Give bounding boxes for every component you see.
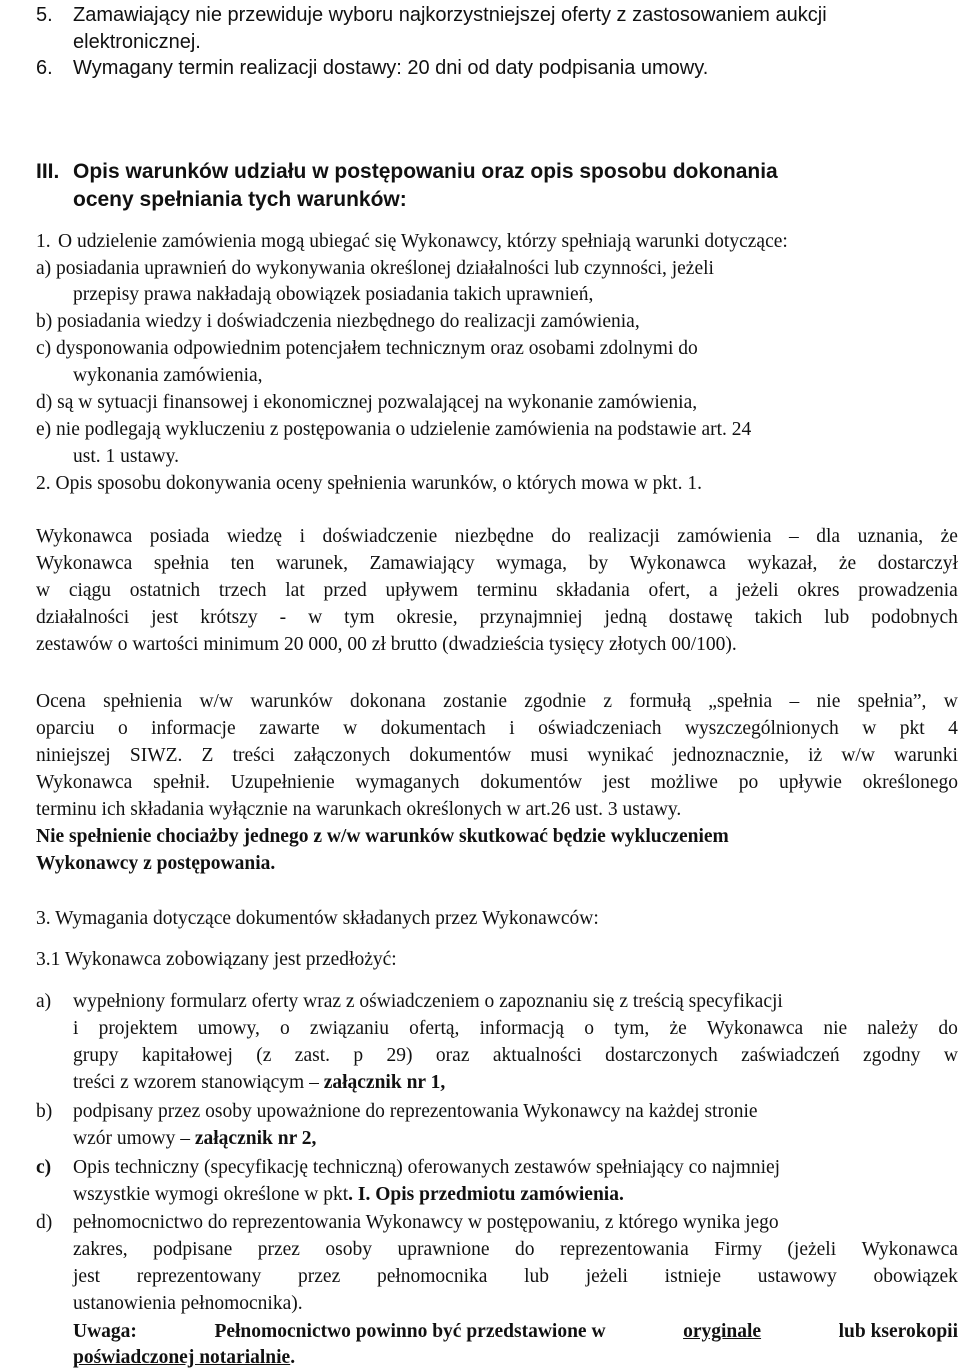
para-text: Wykonawca spełnia ten warunek, Zamawiający wymaga, by Wykonawca wykazał, że dostarczył [36, 553, 958, 574]
para-text: Wykonawca spełnił. Uzupełnienie wymaganych dokumentów jest możliwe po upływie określonego [36, 772, 958, 793]
attachment-1: załącznik nr 1, [323, 1072, 446, 1093]
para-wiedza-line5: zestawów o wartości minimum 20 000, 00 zł brutto (dwadzieścia tysięcy złotych 00/100). [36, 634, 737, 655]
condition-e-line2: ust. 1 ustawy. [73, 446, 179, 467]
section-heading-line2: oceny spełniania tych warunków: [73, 188, 407, 211]
list-number-5: 5. [36, 4, 53, 26]
doc-c-label: c) [36, 1157, 52, 1178]
note-line1 [73, 1322, 958, 1342]
para-ocena-line1 [36, 692, 958, 712]
list-number-6: 6. [36, 57, 53, 79]
doc-a-line4-text: treści z wzorem stanowiącym – [73, 1072, 324, 1093]
para-ocena-line5: terminu ich składania wyłącznie na warunkach określonych w art.26 ust. 3 ustawy. [36, 799, 682, 820]
doc-c-line1: Opis techniczny (specyfikację techniczną) oferowanych zestawów spełniający co najmniej [73, 1157, 781, 1178]
condition-e-line1: e) nie podlegają wykluczeniu z postępowania o udzielenie zamówienia na podstawie art. 24 [36, 419, 752, 440]
para-text: Wykonawca posiada wiedzę i doświadczenie niezbędne do realizacji zamówienia – dla uznania, że [36, 526, 958, 547]
note-end: . [290, 1347, 296, 1368]
note-original: oryginale [683, 1321, 762, 1342]
warning-line2: Wykonawcy z postępowania. [36, 853, 276, 874]
doc-c-line2-text: wszystkie wymogi określone w pkt [73, 1184, 349, 1205]
para-text: zakres, podpisane przez osoby uprawnione do reprezentowania Firmy (jeżeli Wykonawca [73, 1239, 958, 1260]
doc-a-line2 [73, 1019, 958, 1039]
note-text: Pełnomocnictwo powinno być przedstawione w [214, 1321, 606, 1342]
doc-d-line3 [73, 1267, 958, 1287]
list-item-6: Wymagany termin realizacji dostawy: 20 dni od daty podpisania umowy. [73, 57, 709, 79]
para-text: jest reprezentowany przez pełnomocnika lub jeżeli istnieje ustawowy obowiązek [73, 1266, 958, 1287]
condition-b: b) posiadania wiedzy i doświadczenia niezbędnego do realizacji zamówienia, [36, 311, 640, 332]
point-2: 2. Opis sposobu dokonywania oceny spełnienia warunków, o których mowa w pkt. 1. [36, 473, 702, 494]
condition-a-line2: przepisy prawa nakładają obowiązek posiadania takich uprawnień, [73, 284, 594, 305]
doc-b-label: b) [36, 1101, 53, 1122]
para-ocena-line3 [36, 746, 958, 766]
note-label: Uwaga: [73, 1321, 137, 1342]
condition-c-line1: c) dysponowania odpowiednim potencjałem technicznym oraz osobami zdolnymi do [36, 338, 698, 359]
doc-b-line1: podpisany przez osoby upoważnione do reprezentowania Wykonawcy na każdej stronie [73, 1101, 758, 1122]
para-text: w ciągu ostatnich trzech lat przed upływem terminu składania ofert, a jeżeli okres prowadzenia [36, 580, 958, 601]
doc-d-line4: ustanowienia pełnomocnika). [73, 1293, 303, 1314]
para-text: niniejszej SIWZ. Z treści załączonych dokumentów musi wynikać jednoznacznie, iż w/w warunki [36, 745, 958, 766]
attachment-2: załącznik nr 2, [194, 1128, 317, 1149]
doc-a-line1: wypełniony formularz oferty wraz z oświadczeniem o zapoznaniu się z treścią specyfikacji [73, 991, 783, 1012]
doc-b-line2-text: wzór umowy – [73, 1128, 195, 1149]
doc-c-reference: . I. Opis przedmiotu zamówienia. [348, 1184, 624, 1205]
para-wiedza-line2 [36, 554, 958, 574]
para-text: grupy kapitałowej (z zast. p 29) oraz aktualności dostarczonych zaświadczeń zgodny w [73, 1045, 958, 1066]
point-3-1: 3.1 Wykonawca zobowiązany jest przedłożyć: [36, 949, 397, 970]
para-text: i projektem umowy, o związaniu ofertą, informacją o tym, że Wykonawca nie należy do [73, 1018, 958, 1039]
section-heading-line1: Opis warunków udziału w postępowaniu oraz opis sposobu dokonania [73, 160, 778, 183]
condition-d: d) są w sytuacji finansowej i ekonomicznej pozwalającej na wykonanie zamówienia, [36, 392, 698, 413]
doc-a-line3 [73, 1046, 958, 1066]
doc-a-label: a) [36, 991, 52, 1012]
condition-c-line2: wykonania zamówienia, [73, 365, 263, 386]
point-1-intro: O udzielenie zamówienia mogą ubiegać się Wykonawcy, którzy spełniają warunki dotyczące: [58, 231, 788, 252]
doc-b-line2 [73, 1129, 316, 1149]
para-text: działalności jest krótszy - w tym okresie, przynajmniej jedną dostawę takich lub podobnych [36, 607, 958, 628]
para-text: oparciu o informacje zawarte w dokumentach i oświadczeniach wyszczególnionych w pkt 4 [36, 718, 958, 739]
list-item-5-line1: Zamawiający nie przewiduje wyboru najkorzystniejszej oferty z zastosowaniem aukcji [73, 4, 827, 26]
para-text: Ocena spełnienia w/w warunków dokonana zostanie zgodnie z formułą „spełnia – nie spełnia”, w [36, 691, 958, 712]
warning-line1: Nie spełnienie chociażby jednego z w/w warunków skutkować będzie wykluczeniem [36, 826, 729, 847]
doc-a-line4 [73, 1073, 445, 1093]
para-wiedza-line1 [36, 527, 958, 547]
note-tail: lub kserokopii [838, 1321, 958, 1342]
para-ocena-line2 [36, 719, 958, 739]
doc-d-line2 [73, 1240, 958, 1260]
point-3: 3. Wymagania dotyczące dokumentów składanych przez Wykonawców: [36, 908, 599, 929]
section-number: III. [36, 160, 60, 183]
para-wiedza-line4 [36, 608, 958, 628]
para-ocena-line4 [36, 773, 958, 793]
para-wiedza-line3 [36, 581, 958, 601]
doc-c-line2 [73, 1185, 624, 1205]
doc-d-label: d) [36, 1212, 53, 1233]
doc-d-line1: pełnomocnictwo do reprezentowania Wykonawcy w postępowaniu, z którego wynika jego [73, 1212, 779, 1233]
note-line2 [73, 1348, 295, 1368]
condition-a-line1: a) posiadania uprawnień do wykonywania określonej działalności lub czynności, jeżeli [36, 258, 714, 279]
note-notarized: poświadczonej notarialnie [73, 1347, 291, 1368]
point-1-number: 1. [36, 231, 51, 252]
list-item-5-line2: elektronicznej. [73, 31, 201, 53]
